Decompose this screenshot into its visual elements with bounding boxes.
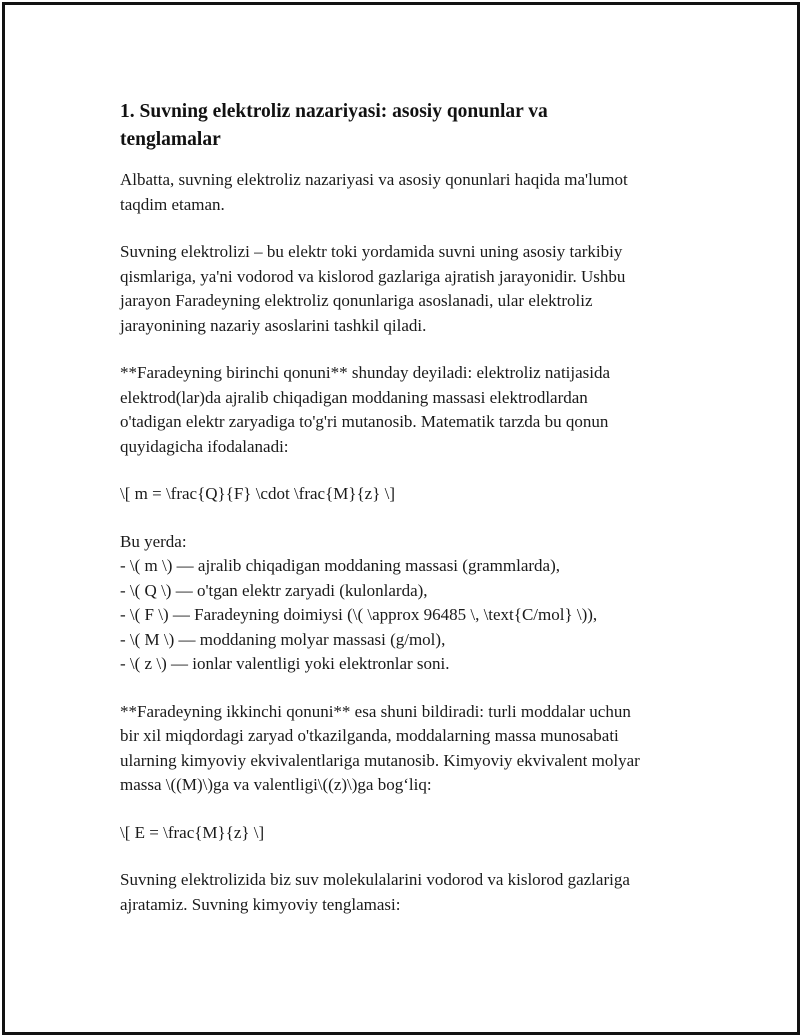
second-law-paragraph bbox=[120, 700, 695, 798]
list-item: - \( Q \) — o'tgan elektr zaryadi (kulonlarda), bbox=[120, 580, 428, 600]
section-title bbox=[120, 98, 695, 154]
list-item: - \( F \) — Faradeyning doimiysi (\( \approx 96485 \, \text{C/mol} \)), bbox=[120, 605, 598, 624]
first-law-paragraph bbox=[120, 361, 695, 459]
text-line: massa \((M)\)ga va valentligi\((z)\)ga bog‘liq: bbox=[120, 775, 432, 794]
variables-list bbox=[120, 530, 695, 677]
formula-line: \[ E = \frac{M}{z} \] bbox=[120, 822, 265, 842]
text-line: **Faradeyning ikkinchi qonuni** esa shuni bildiradi: turli moddalar uchun bbox=[120, 701, 631, 721]
text-line: elektrod(lar)da ajralib chiqadigan moddaning massasi elektrodlardan bbox=[120, 387, 588, 407]
text-line: bir xil miqdordagi zaryad o'tkazilganda, moddalarning massa munosabati bbox=[120, 726, 619, 745]
definition-paragraph bbox=[120, 240, 695, 338]
text-line: taqdim etaman. bbox=[120, 194, 225, 214]
intro-paragraph bbox=[120, 168, 695, 217]
text-line: **Faradeyning birinchi qonuni** shunday deyiladi: elektroliz natijasida bbox=[120, 363, 611, 382]
list-item: - \( m \) — ajralib chiqadigan moddaning massasi (grammlarda), bbox=[120, 556, 560, 575]
first-law-formula bbox=[120, 482, 695, 507]
list-item: - \( M \) — moddaning molyar massasi (g/mol), bbox=[120, 629, 446, 649]
list-heading: Bu yerda: bbox=[120, 531, 187, 551]
page-frame bbox=[2, 2, 800, 1035]
text-line: ularning kimyoviy ekvivalentlariga mutanosib. Kimyoviy ekvivalent molyar bbox=[120, 750, 640, 770]
document-body bbox=[120, 98, 695, 940]
water-electrolysis-paragraph bbox=[120, 868, 695, 917]
text-line: Suvning elektrolizida biz suv molekulalarini vodorod va kislorod gazlariga bbox=[120, 870, 630, 889]
list-item: - \( z \) — ionlar valentligi yoki elektronlar soni. bbox=[120, 654, 450, 673]
text-line: qismlariga, ya'ni vodorod va kislorod gazlariga ajratish jarayonidir. Ushbu bbox=[120, 266, 626, 286]
text-line: Albatta, suvning elektroliz nazariyasi va asosiy qonunlari haqida ma'lumot bbox=[120, 170, 628, 189]
title-line: 1. Suvning elektroliz nazariyasi: asosiy qonunlar va bbox=[120, 101, 548, 122]
text-line: o'tadigan elektr zaryadiga to'g'ri mutanosib. Matematik tarzda bu qonun bbox=[120, 412, 609, 431]
second-law-formula bbox=[120, 821, 695, 846]
text-line: Suvning elektrolizi – bu elektr toki yordamida suvni uning asosiy tarkibiy bbox=[120, 242, 623, 261]
title-line: tenglamalar bbox=[120, 129, 221, 150]
text-line: jarayon Faradeyning elektroliz qonunlariga asoslanadi, ular elektroliz bbox=[120, 291, 593, 310]
text-line: quyidagicha ifodalanadi: bbox=[120, 436, 289, 456]
text-line: ajratamiz. Suvning kimyoviy tenglamasi: bbox=[120, 894, 401, 914]
text-line: jarayonining nazariy asoslarini tashkil qiladi. bbox=[120, 315, 427, 335]
formula-line: \[ m = \frac{Q}{F} \cdot \frac{M}{z} \] bbox=[120, 484, 396, 503]
